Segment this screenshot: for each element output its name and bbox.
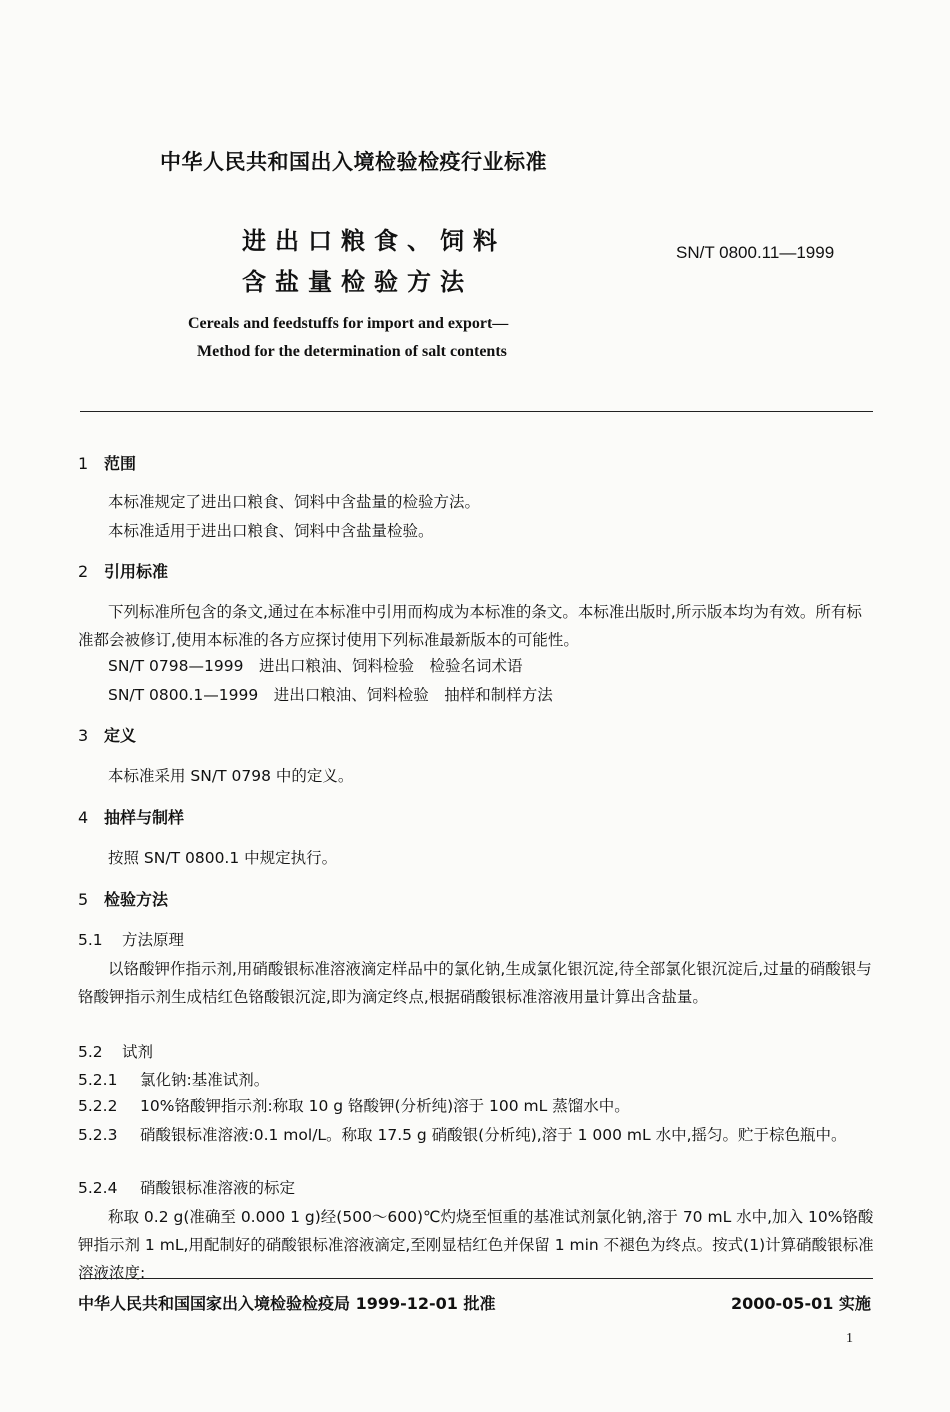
section-1-para-2: 本标准适用于进出口粮食、饲料中含盐量检验。 <box>108 522 434 540</box>
subsection-title: 方法原理 <box>122 931 185 949</box>
section-2-heading <box>78 559 168 582</box>
title-en-line2: Method for the determination of salt contents <box>197 343 507 360</box>
item-number: 5.2.1 <box>78 1071 118 1089</box>
section-1-heading <box>78 451 136 474</box>
section-2-para-1: 下列标准所包含的条文,通过在本标准中引用而构成为本标准的条文。本标准出版时,所示版本均为有效。所有标准都会被修订,使用本标准的各方应探讨使用下列标准最新版本的可能性。 <box>78 603 862 649</box>
item-5-2-3 <box>78 1121 874 1149</box>
section-number: 5 <box>78 890 89 909</box>
subsection-5-1-para: 以铬酸钾作指示剂,用硝酸银标准溶液滴定样品中的氯化钠,生成氯化银沉淀,待全部氯化银沉淀后,过量的硝酸银与铬酸钾指示剂生成桔红色铬酸银沉淀,即为滴定终点,根据硝酸银标准溶液用量计算出含盐量。 <box>78 960 872 1006</box>
footer-divider <box>80 1278 873 1279</box>
item-number: 5.2.2 <box>78 1097 118 1115</box>
section-title: 范围 <box>104 454 137 473</box>
item-5-2-4-heading <box>78 1176 295 1198</box>
standard-code: SN/T 0800.11—1999 <box>676 243 835 262</box>
section-title: 引用标准 <box>104 562 169 581</box>
section-5-heading <box>78 887 168 910</box>
section-4-heading <box>78 805 184 828</box>
subsection-5-1-heading <box>78 928 184 950</box>
section-title: 抽样与制样 <box>104 808 185 827</box>
item-number: 5.2.3 <box>78 1126 118 1144</box>
implementation-date: 2000-05-01 实施 <box>731 1294 871 1313</box>
section-number: 3 <box>78 726 89 745</box>
section-number: 2 <box>78 562 89 581</box>
item-number: 5.2.4 <box>78 1179 118 1197</box>
section-3-heading <box>78 723 136 746</box>
section-3-para-1: 本标准采用 SN/T 0798 中的定义。 <box>108 767 354 785</box>
title-cn-line2: 含盐量检验方法 <box>242 268 473 296</box>
item-text: 硝酸银标准溶液:0.1 mol/L。称取 17.5 g 硝酸银(分析纯),溶于 1 000 mL 水中,摇匀。贮于棕色瓶中。 <box>140 1126 847 1144</box>
section-2-ref-2: SN/T 0800.1—1999 进出口粮油、饲料检验 抽样和制样方法 <box>108 686 553 704</box>
section-number: 1 <box>78 454 89 473</box>
issuing-agency: 中华人民共和国出入境检验检疫行业标准 <box>160 150 547 174</box>
title-en-line1: Cereals and feedstuffs for import and export— <box>188 315 509 332</box>
subsection-number: 5.1 <box>78 931 103 949</box>
item-5-2-2 <box>78 1094 630 1116</box>
item-5-2-4-para: 称取 0.2 g(准确至 0.000 1 g)经(500～600)℃灼烧至恒重的基准试剂氯化钠,溶于 70 mL 水中,加入 10%铬酸钾指示剂 1 mL,用配制好的硝酸银标准溶液滴定,至刚显桔红色并保留 1 min 不褪色为终点。按式(1)计算硝酸银标准溶液浓度: <box>78 1208 874 1282</box>
section-2-ref-1: SN/T 0798—1999 进出口粮油、饲料检验 检验名词术语 <box>108 657 523 675</box>
subsection-title: 试剂 <box>122 1043 154 1061</box>
section-4-para-1: 按照 SN/T 0800.1 中规定执行。 <box>108 849 338 867</box>
title-cn-line1: 进出口粮食、饲料 <box>242 227 506 255</box>
section-title: 检验方法 <box>104 890 169 909</box>
item-5-2-1 <box>78 1068 269 1090</box>
section-number: 4 <box>78 808 89 827</box>
page-number: 1 <box>846 1331 853 1346</box>
item-text: 10%铬酸钾指示剂:称取 10 g 铬酸钾(分析纯)溶于 100 mL 蒸馏水中。 <box>140 1097 630 1115</box>
section-1-para-1: 本标准规定了进出口粮食、饲料中含盐量的检验方法。 <box>108 493 481 511</box>
subsection-5-2-heading <box>78 1040 153 1062</box>
approval-line: 中华人民共和国国家出入境检验检疫局 1999-12-01 批准 <box>78 1294 496 1313</box>
header-divider <box>80 411 873 412</box>
item-text: 氯化钠:基准试剂。 <box>140 1071 270 1089</box>
item-title: 硝酸银标准溶液的标定 <box>140 1179 296 1197</box>
section-title: 定义 <box>104 726 137 745</box>
subsection-number: 5.2 <box>78 1043 103 1061</box>
